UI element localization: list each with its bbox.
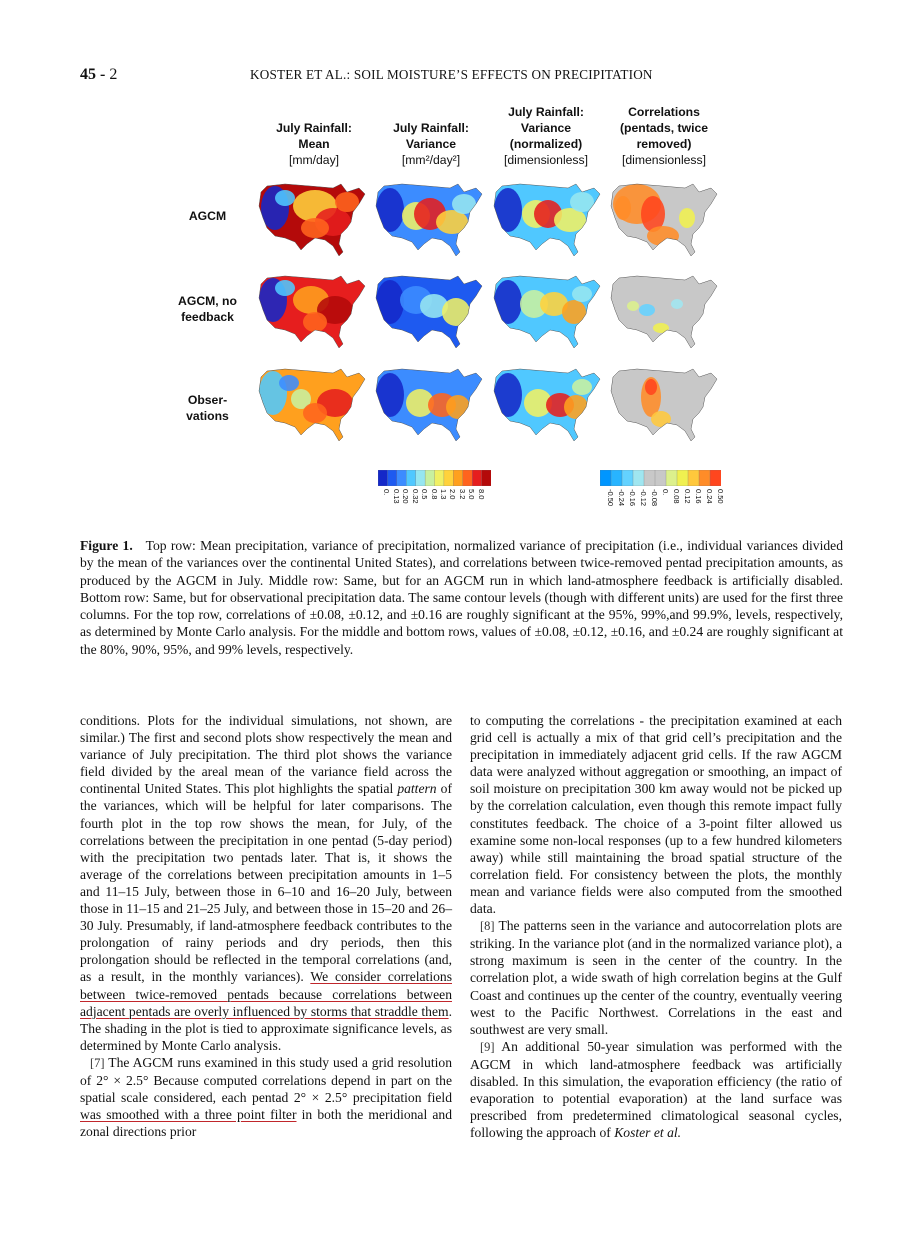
us-map-graphic: [490, 178, 602, 260]
page-number-bold: 45 -: [80, 66, 106, 83]
column-units: [dimensionless]: [622, 153, 706, 167]
paragraph: to computing the correlations - the precipitation examined at each grid cell is actually a mix of that grid cell’s precipitation and the precipitation in immediately adjacent grid cells. If the raw AGCM data were analyzed without aggregation or smoothing, an impact of soil moisture on precipitation 300 km away would not be picked up by the correlation calculation, even though this remote impact fully constitutes feedback. The choice of a 3-point filter allowed us examine some non-local responses (up to a few hundred kilometers away) while still maintaining the broad spatial structure of the correlation field. For consistency between the plots, the monthly mean and variance fields were also computed from the smoothed data.: [470, 713, 842, 917]
running-title: KOSTER ET AL.: SOIL MOISTURE’S EFFECTS ON PRECIPITATION: [250, 67, 653, 82]
colorbar-tick-label: -0.16: [628, 489, 637, 507]
page-number: [80, 66, 117, 84]
figure-1: [160, 100, 760, 520]
map-panel: [607, 270, 719, 352]
paragraph-number: [9]: [480, 1039, 495, 1054]
colorbar-tick-label: -0.24: [617, 489, 626, 507]
row-label-agcm: AGCM: [188, 209, 227, 223]
us-map-graphic: [490, 363, 602, 445]
map-panel: [607, 363, 719, 445]
page-header: [80, 66, 850, 86]
colorbar-tick-label: 0.: [661, 489, 670, 496]
text-run: The AGCM runs examined in this study used a grid resolution of 2° × 2.5° Because computed correlations depend in part on the spatial scale considered, each pentad 2° × 2.5° precipitation field: [80, 1054, 452, 1106]
colorbar-tick-label: 8.0: [476, 489, 486, 500]
column-header-correlations: [605, 104, 723, 168]
colorbar-tick-label: -0.12: [639, 489, 648, 507]
text-run: of the variances, which will be helpful for later comparisons. The fourth plot in the top row shows the mean, for July, of the correlations between the precipitation in one pentad (5-day period) with the precipitation two pentads later. That is, it shows the average of the correlations between precipitation amounts in 1–5 and 11–15 July, between those in 6–10 and 16–20 July, between those in 11–15 and 21–25 July, and between those in 15–20 and 26–30 July. Presumably, if land-atmosphere feedback contributes to the prolongation of rainy periods and dry periods, then this prolongation should be reflected in the temporal correlations (and, as a result, in the monthly variances).: [80, 781, 452, 985]
colorbar-tick-label: -0.50: [606, 489, 615, 507]
paragraph: [470, 1038, 842, 1142]
underlined-text: was smoothed with a three point filter: [80, 1107, 297, 1123]
colorbar-tick-label: 5.0: [467, 489, 477, 500]
us-map-graphic: [255, 363, 367, 445]
us-map-graphic: [607, 270, 719, 352]
us-map-graphic: [372, 363, 484, 445]
underlined-text: We consider correlations between twice-removed pentads because correlations between adjacent pentads are overly influenced by storms that straddle them: [80, 969, 452, 1019]
colorbar-tick-label: 0.32: [410, 489, 420, 504]
paragraph-number: [8]: [480, 919, 495, 934]
row-label-observations: Obser- vations: [186, 393, 229, 423]
map-panel: [255, 178, 367, 260]
colorbar-tick-label: 0.16: [694, 489, 703, 504]
column-title: July Rainfall: Variance (normalized): [508, 105, 584, 151]
paragraph: [80, 1054, 452, 1140]
us-map-graphic: [255, 178, 367, 260]
row-label-no-feedback: AGCM, no feedback: [178, 294, 237, 324]
right-text-column: [470, 712, 842, 1141]
us-map-graphic: [255, 270, 367, 352]
figure-caption: [80, 537, 843, 658]
column-header-mean: [255, 120, 373, 168]
map-panel: [490, 363, 602, 445]
colorbar-precipitation: [378, 470, 491, 504]
column-units: [mm/day]: [288, 153, 340, 167]
column-header-normalized: [487, 104, 605, 168]
colorbar-tick-label: -0.08: [650, 489, 659, 507]
colorbar-tick-label: 0.8: [429, 489, 439, 500]
map-panel: [607, 178, 719, 260]
text-run: conditions. Plots for the individual simulations, not shown, are similar.) The first and second plots show respectively the mean and variance of July precipitation. The third plot shows the variance field divided by the areal mean of the variance field across the continental United States. This plot highlights the spatial: [80, 713, 452, 797]
text-run: The patterns seen in the variance and autocorrelation plots are striking. In the variance plot (and in the normalized variance plot), a strong maximum is seen in the center of the country. In the correlation plot, a wide swath of high correlation begins at the Gulf Coast and continues up the center of the country, eventually veering west to the Pacific Northwest. Correlations in the east and southwest are very small.: [470, 918, 842, 1037]
map-panel: [255, 363, 367, 445]
caption-label: Figure 1.: [80, 538, 133, 553]
text-run: in both the meridional and zonal directions prior: [80, 1107, 452, 1140]
colorbar-swatches: [600, 470, 721, 486]
paragraph: [80, 712, 452, 1054]
colorbar-tick-label: 0.12: [683, 489, 692, 504]
colorbar-tick-label: 0.: [382, 489, 392, 496]
colorbar-tick-label: 0.08: [672, 489, 681, 504]
caption-text: Top row: Mean precipitation, variance of precipitation, normalized variance of precipitation (i.e., individual variances divided by the mean of the variances over the continental United States), and correlations between twice-removed pentad precipitation amounts, as produced by the AGCM in July. Middle row: Same, but for an AGCM run in which land-atmosphere feedback is artificially disabled. Bottom row: Same, but for observational precipitation data. The same contour levels (though with different units) are used for the first three columns. For the top row, correlations of ±0.08, ±0.12, and ±0.16 are roughly significant at the 95%, 99%,and 99.9%, levels, respectively, as determined by Monte Carlo analysis. For the middle and bottom rows, values of ±0.08, ±0.12, ±0.16, and ±0.24 are roughly significant at the 80%, 90%, 95%, and 99% levels, respectively.: [80, 538, 843, 657]
map-panel: [372, 178, 484, 260]
page-number-rest: 2: [105, 66, 118, 83]
colorbar-correlation: [600, 470, 725, 507]
column-header-variance: [372, 120, 490, 168]
us-map-graphic: [607, 178, 719, 260]
column-units: [dimensionless]: [504, 153, 588, 167]
us-map-graphic: [607, 363, 719, 445]
colorbar-tick-label: 0.13: [391, 489, 401, 504]
map-panel: [490, 270, 602, 352]
italic-text: pattern: [397, 781, 437, 797]
map-panel: [255, 270, 367, 352]
paragraph-number: [7]: [90, 1055, 105, 1070]
us-map-graphic: [490, 270, 602, 352]
left-text-column: [80, 712, 452, 1140]
column-units: [mm²/day²]: [401, 153, 461, 167]
map-panel: [372, 270, 484, 352]
colorbar-tick-label: 0.50: [716, 489, 725, 504]
colorbar-tick-label: 0.5: [420, 489, 430, 500]
text-run: An additional 50-year simulation was performed with the AGCM in which land-atmosphere feedback was artificially disabled. In this simulation, the evaporation efficiency (the ratio of evaporation to potential evaporation) at the land surface was prescribed from predetermined climatological seasonal cycles, following the approach of: [470, 1038, 842, 1141]
column-title: July Rainfall: Mean: [276, 121, 352, 151]
map-panel: [490, 178, 602, 260]
text-run: . The shading in the plot is tied to approximate significance levels, as determined by Monte Carlo analysis.: [80, 1003, 452, 1053]
us-map-graphic: [372, 178, 484, 260]
italic-text: Koster et al.: [614, 1125, 682, 1141]
colorbar-tick-label: 1.3: [438, 489, 448, 500]
us-map-graphic: [372, 270, 484, 352]
colorbar-tick-label: 0.20: [401, 489, 411, 504]
paragraph: [470, 917, 842, 1038]
colorbar-tick-label: 0.24: [705, 489, 714, 504]
map-panel: [372, 363, 484, 445]
colorbar-swatches: [378, 470, 491, 486]
colorbar-tick-label: 2.0: [448, 489, 458, 500]
colorbar-tick-label: 3.2: [457, 489, 467, 500]
column-title: July Rainfall: Variance: [393, 121, 469, 151]
column-title: Correlations (pentads, twice removed): [619, 105, 709, 151]
